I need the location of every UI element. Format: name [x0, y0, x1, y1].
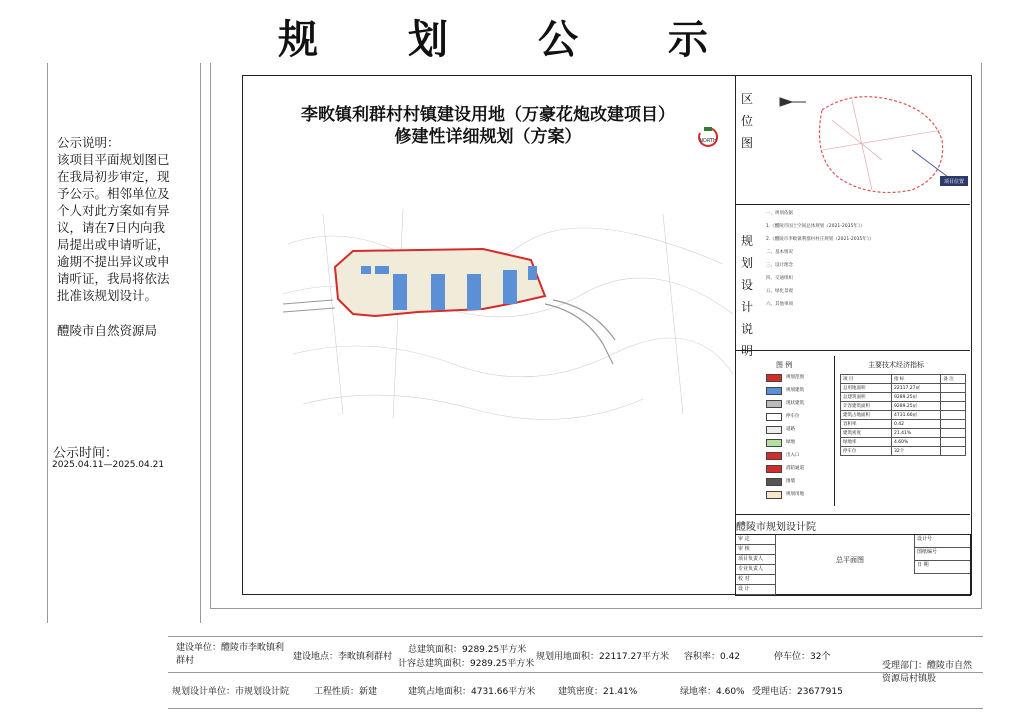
building [528, 266, 537, 280]
construction-location: 建设地点：李畋镇利群村 [293, 652, 393, 662]
location-tag: 项目位置 [943, 179, 965, 185]
tech-cell: 9289.25㎡ [892, 402, 941, 411]
title-block-field: 图纸编号 [914, 548, 970, 561]
tech-cell: 21.41% [892, 429, 941, 438]
title-block-info [914, 535, 970, 574]
tech-header-cell: 备 注 [941, 375, 966, 384]
tech-cell [941, 438, 966, 447]
design-notes-panel [736, 204, 970, 358]
tech-cell: 9289.25㎡ [892, 393, 941, 402]
side-panel [735, 76, 972, 594]
title-block-role: 校 对 [736, 575, 776, 585]
design-note-line: 1.《醴陵市国土空间总体规划（2021-2035年）》 [766, 224, 865, 229]
title-block [735, 534, 971, 596]
tech-cell: 绿地率 [841, 438, 892, 447]
title-block-role: 专业负责人 [736, 565, 776, 575]
legend-text: 规划用地 [786, 492, 804, 497]
legend-text: 道路 [786, 427, 795, 432]
parking: 停车位：32个 [774, 652, 831, 662]
left-divider-2 [200, 63, 201, 623]
legend-text: 围墙 [786, 479, 795, 484]
page-title: 规 划 公 示 [278, 16, 746, 63]
north-arrow-icon [695, 124, 721, 150]
total-area: 总建筑面积：9289.25平方米 [408, 645, 527, 655]
publicity-time-label: 公示时间： [53, 446, 119, 461]
building [361, 266, 371, 274]
design-label: 规划设计说明 [740, 234, 753, 358]
tech-cell: 计容建筑面积 [841, 402, 892, 411]
site-plan-map [283, 204, 733, 424]
building [393, 274, 407, 310]
tech-cell [941, 402, 966, 411]
legend-symbol [766, 387, 782, 395]
legend-label: 图 例 [776, 361, 793, 369]
west-road [283, 300, 335, 312]
legend-text: 消防通道 [786, 466, 804, 471]
plan-title [243, 104, 733, 148]
design-note-line: 一、规划依据 [766, 211, 793, 216]
legend-symbol [766, 400, 782, 408]
design-note-line: 六、其他事项 [766, 302, 793, 307]
tech-table-row [841, 411, 966, 420]
legend-symbol [766, 452, 782, 460]
plan-title-line1: 李畋镇利群村村镇建设用地（万豪花炮改建项目） [301, 105, 675, 125]
tech-cell: 0.42 [892, 420, 941, 429]
north-label: NORTH [699, 138, 717, 144]
notice-body: 该项目平面规划图已在我局初步审定，现予公示。相邻单位及个人对此方案如有异议，请在7日内向我局提出或申请听证，逾期不提出异议或申请听证，我局将依法批准该规划设计。 [57, 152, 170, 303]
building [431, 274, 445, 310]
tech-cell: 容积率 [841, 420, 892, 429]
tech-table [840, 374, 966, 456]
legend-symbol [766, 413, 782, 421]
tech-table-header [841, 375, 966, 384]
plan-title-line2: 修建性详细规划（方案） [394, 127, 582, 147]
tech-cell: 22117.27㎡ [892, 384, 941, 393]
location-map [762, 80, 968, 200]
tech-header-cell: 指 标 [892, 375, 941, 384]
title-block-field: 设计号 [914, 535, 970, 548]
title-block-role: 审 核 [736, 545, 776, 555]
title-block-role: 审 定 [736, 535, 776, 545]
design-note-line: 二、基本情况 [766, 250, 793, 255]
tech-cell: 停车位 [841, 447, 892, 456]
footprint-area: 建筑占地面积：4731.66平方米 [408, 687, 536, 697]
legend-symbol [766, 491, 782, 499]
left-divider [47, 63, 48, 623]
design-note-line: 四、交通组织 [766, 276, 793, 281]
design-notes [766, 210, 964, 314]
capacity-area: 计容总建筑面积：9289.25平方米 [398, 659, 535, 669]
sheet-name: 总平面图 [836, 556, 864, 564]
legend-symbol [766, 465, 782, 473]
accepting-dept: 受理部门：醴陵市自然资源局村镇股 [882, 661, 973, 684]
title-block-role: 项目负责人 [736, 555, 776, 565]
tech-table-row [841, 447, 966, 456]
legend-text: 停车位 [786, 414, 800, 419]
tech-cell: 32个 [892, 447, 941, 456]
tech-table-row [841, 429, 966, 438]
legend-symbol [766, 426, 782, 434]
legend-text: 绿地 [786, 440, 795, 445]
notice-panel [57, 134, 177, 339]
tech-cell: 4731.66㎡ [892, 411, 941, 420]
location-map-panel [736, 76, 970, 205]
title-block-role: 设 计 [736, 585, 776, 595]
building [375, 266, 389, 274]
tech-cell [941, 384, 966, 393]
notice-heading: 公示说明： [57, 135, 120, 150]
tech-table-row [841, 420, 966, 429]
tech-cell: 建筑占地面积 [841, 411, 892, 420]
access-road [545, 300, 615, 364]
design-note-line: 2.《醴陵市李畋镇利群村村庄规划（2021-2035年）》 [766, 237, 874, 242]
location-label: 区位图 [740, 92, 753, 150]
publicity-time-value: 2025.04.11—2025.04.21 [52, 460, 165, 470]
tech-cell: 总用地面积 [841, 384, 892, 393]
tech-table-row [841, 402, 966, 411]
legend-text: 规划范围 [786, 375, 804, 380]
planning-sheet [242, 75, 972, 595]
construction-unit: 建设单位：醴陵市李畋镇利群村 [176, 643, 285, 666]
legend-text: 规划建筑 [786, 388, 804, 393]
tech-cell [941, 447, 966, 456]
tech-header-cell: 项 目 [841, 375, 892, 384]
tech-table-row [841, 384, 966, 393]
institute-name: 醴陵市规划设计院 [736, 522, 816, 533]
accepting-phone: 受理电话：23677915 [752, 687, 843, 697]
far: 容积率：0.42 [684, 652, 741, 662]
legend-symbol [766, 439, 782, 447]
legend-panel [736, 350, 970, 515]
building-density: 建筑密度：21.41% [558, 687, 638, 697]
design-note-line: 五、绿化景观 [766, 289, 793, 294]
tech-label: 主要技术经济指标 [868, 361, 924, 369]
tech-cell: 总建筑面积 [841, 393, 892, 402]
tech-cell [941, 429, 966, 438]
title-block-field: 日 期 [914, 561, 970, 574]
legend-symbol [766, 478, 782, 486]
legend-divider [834, 356, 835, 506]
info-bar [168, 636, 983, 710]
tech-cell [941, 420, 966, 429]
title-block-roles [736, 535, 776, 595]
legend-symbol [766, 374, 782, 382]
tech-cell [941, 393, 966, 402]
project-nature: 工程性质：新建 [314, 687, 378, 697]
notice-issuer: 醴陵市自然资源局 [57, 323, 158, 338]
design-note-line: 三、设计理念 [766, 263, 793, 268]
legend-text: 现状建筑 [786, 401, 804, 406]
tech-table-row [841, 438, 966, 447]
green-ratio: 绿地率：4.60% [680, 687, 745, 697]
design-unit: 规划设计单位：市规划设计院 [172, 687, 290, 697]
tech-table-row [841, 393, 966, 402]
tech-cell: 4.60% [892, 438, 941, 447]
land-area: 规划用地面积：22117.27平方米 [536, 652, 669, 662]
building [467, 274, 481, 310]
legend-text: 出入口 [786, 453, 800, 458]
tech-cell: 建筑密度 [841, 429, 892, 438]
tech-cell [941, 411, 966, 420]
building [503, 270, 517, 304]
